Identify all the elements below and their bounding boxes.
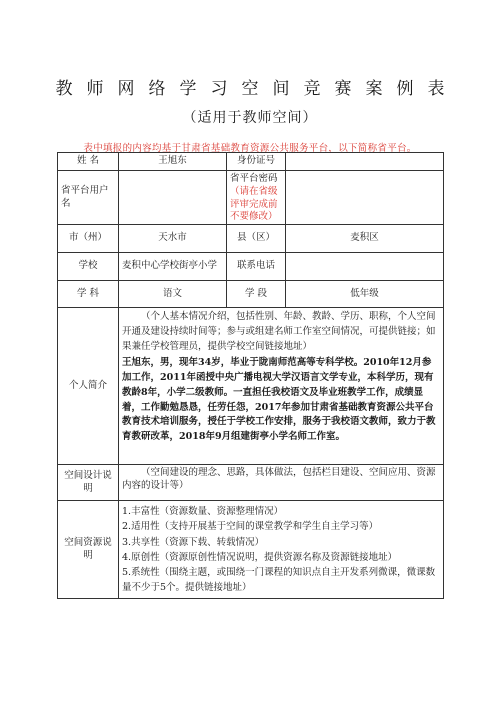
- row-intro: [58, 308, 444, 465]
- resource-item: 4.原创性（资源原创性情况说明，提供资源名称及资源链接地址）: [122, 551, 398, 563]
- row-design: [58, 465, 444, 501]
- name-value[interactable]: 王旭东: [119, 153, 227, 171]
- subject-label: 学 科: [58, 281, 119, 308]
- row-school: [58, 253, 444, 281]
- row-resource: [58, 501, 444, 599]
- resource-item: 1.丰富性（资源数量、资源整理情况）: [122, 506, 284, 518]
- name-label: 姓 名: [58, 153, 119, 171]
- row-region: [58, 225, 444, 253]
- resource-content[interactable]: [119, 501, 444, 599]
- stage-label: 学 段: [227, 281, 286, 308]
- county-label: 县（区）: [227, 225, 286, 253]
- phone-value[interactable]: [286, 253, 444, 281]
- subject-value[interactable]: 语文: [119, 281, 227, 308]
- design-label: 空间设计说明: [58, 465, 119, 501]
- document-subtitle: （适用于教师空间）: [182, 110, 318, 126]
- school-label: 学校: [58, 253, 119, 281]
- id-label: 身份证号: [227, 153, 286, 171]
- password-note: （请在省级评审完成前不要修改）: [230, 185, 278, 223]
- intro-hint: （个人基本情况介绍，包括性别、年龄、教龄、学历、职称，个人空间开通及建设持续时间等；参与或组建名师工作室空间情况，可提供链接；如果兼任学校管理员，提供学校空间链接地址）: [122, 311, 436, 352]
- password-label: 省平台密码: [230, 173, 278, 184]
- city-label: 市（州）: [58, 225, 119, 253]
- intro-bio: 王旭东，男，现年34岁，毕业于陇南师范高等专科学校。2010年12月参加工作，2011年函授中央广播电视大学汉语言文学专业，本科学历，现有教龄8年，小学二级教师。一直担任我校语文及毕业班教学工作，成绩显着，工作勤勉恳恳，任劳任怨，2017年参加甘肃省基础教育资源公共平台教育技术培训服务，授任于学校工作安排，服务于我校语文教师，致力于教育教研改革，2018年9月组建街亭小学名师工作室。: [122, 357, 436, 442]
- password-label-cell: [227, 171, 286, 225]
- row-account: [58, 171, 444, 225]
- stage-value[interactable]: 低年级: [286, 281, 444, 308]
- resource-item: 5.系统性（围绕主题，或围绕一门课程的知识点自主开发系列微课，微课数量不少于5个。提供链接地址）: [122, 567, 436, 594]
- password-value[interactable]: [286, 171, 444, 225]
- intro-content[interactable]: [119, 308, 444, 465]
- intro-label: 个人简介: [58, 308, 119, 465]
- resource-label: 空间资源说明: [58, 501, 119, 599]
- design-content[interactable]: [119, 465, 444, 501]
- account-value[interactable]: [119, 171, 227, 225]
- resource-item: 3.共享性（资源下载、转载情况）: [122, 536, 265, 548]
- account-label: 省平台用户名: [58, 171, 119, 225]
- row-subject: [58, 281, 444, 308]
- platform-notice: 表中填报的内容均基于甘肃省基础教育资源公共服务平台，以下简称省平台。: [83, 143, 417, 154]
- design-hint: （空间建设的理念、思路，具体做法，包括栏目建设、空间应用、资源内容的设计等）: [122, 467, 436, 492]
- resource-item: 2.适用性（支持开展基于空间的课堂教学和学生自主学习等）: [122, 521, 379, 533]
- document-title: 教师网络学习空间竞赛案例表: [55, 79, 459, 99]
- row-name: [58, 153, 444, 171]
- case-form-table: [57, 152, 444, 599]
- phone-label: 联系电话: [227, 253, 286, 281]
- county-value[interactable]: 麦积区: [286, 225, 444, 253]
- city-value[interactable]: 天水市: [119, 225, 227, 253]
- id-value[interactable]: [286, 153, 444, 171]
- school-value[interactable]: 麦积中心学校街亭小学: [119, 253, 227, 281]
